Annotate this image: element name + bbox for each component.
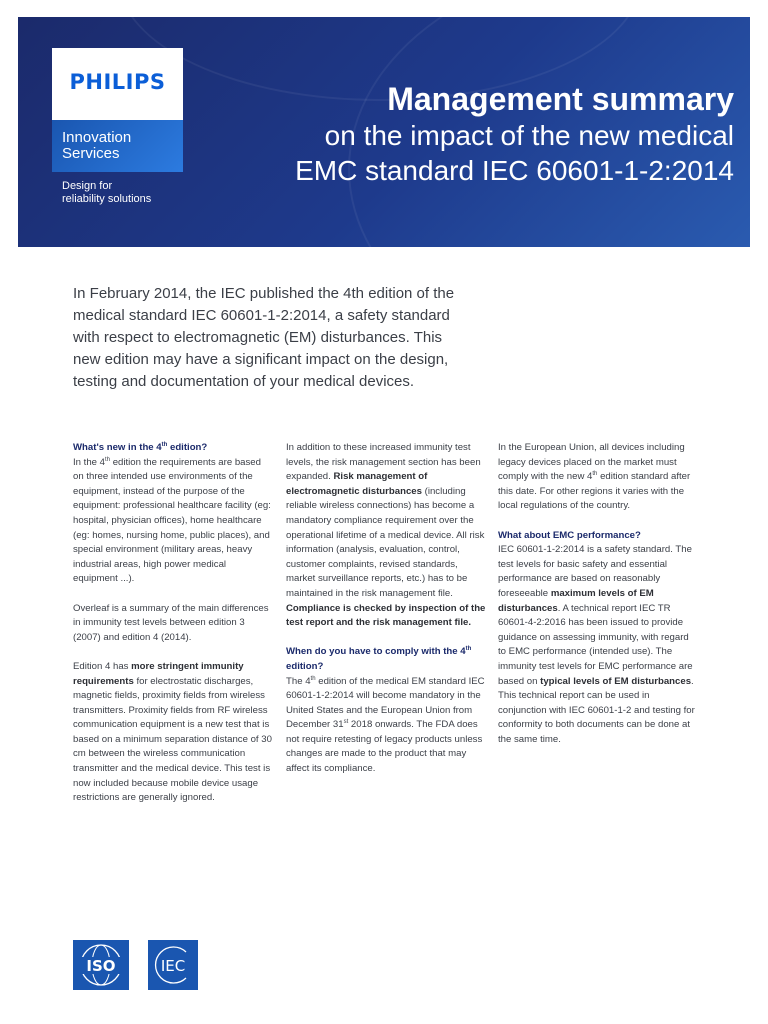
- paragraph: The 4th edition of the medical EM standard IEC 60601-1-2:2014 will become mandatory in the United States and the European Union from December 31st 2018 onwards. The FDA does not require retesting of legacy products unless changes are made to the product that may affect its compliance.: [286, 675, 485, 775]
- iec-logo: [148, 940, 198, 990]
- paragraph: IEC 60601-1-2:2014 is a safety standard. The test levels for basic safety and essential performance are based on reasonably foreseeable maximum levels of EM disturbances. A technical report IEC TR 60601-4-2:2016 has been issued to provide guidance on assessing immunity, with regard to EMC performance (intended use). The immunity test levels for EMC performance are based on typical levels of EM disturbances. This technical report can be used in conjunction with IEC 60601-1-2 and testing for conformity to both documents can be done at the same time.: [498, 544, 695, 745]
- iec-mark-icon: [148, 940, 198, 990]
- subtitle-line2: EMC standard IEC 60601-1-2:2014: [295, 155, 734, 186]
- tagline-line1: Design for: [62, 180, 113, 192]
- tagline-line2: reliability solutions: [62, 193, 152, 205]
- section-heading-when-comply: When do you have to comply with the 4th edition?: [286, 646, 472, 672]
- column-3: [498, 441, 698, 762]
- unit-name: [62, 130, 131, 162]
- paragraph: In addition to these increased immunity test levels, the risk management section has been expanded. Risk management of electromagnetic disturbances (including reliable wireless connections) has become a mandatory compliance requirement over the operational lifetime of a medical device. All risk information (analysis, evaluation, control, customer complaints, revised standards, market surveillance reports, etc.) has to be maintained in the risk management file. Compliance is checked by inspection of the test report and the risk management file.: [286, 442, 486, 629]
- column-2: [286, 441, 486, 791]
- paragraph: Edition 4 has more stringent immunity requirements for electrostatic discharges, magnetic fields, proximity fields from wireless transmitters. Proximity fields from RF wireless communication equipment is a new test that is based on a minimum separation distance of 30 cm between the wireless communication transmitter and the medical device. This test is now included because mobile device usage restrictions are generally ignored.: [73, 660, 272, 804]
- paragraph: In the European Union, all devices including legacy devices placed on the market must comply with the new 4th edition standard after this date. For other regions it varies with the local regulations of the country.: [498, 442, 691, 512]
- unit-name-line2: Services: [62, 145, 120, 162]
- column-1: [73, 441, 273, 820]
- tagline: [62, 180, 151, 206]
- paragraph: In the 4th edition the requirements are based on three intended use environments of the equipment, instead of the purpose of the equipment: professional healthcare facility (eg: hospital, physician offices), home healthcare (eg: homes, nursing home, public places), and special environment (military areas, heavy industrial areas, high power medical equipment ...).: [73, 456, 271, 585]
- iec-label: IEC: [160, 957, 186, 975]
- iso-globe-icon: [73, 940, 129, 990]
- section-heading-emc-performance: What about EMC performance?: [498, 529, 641, 541]
- unit-name-line1: Innovation: [62, 129, 132, 146]
- page-title: Management summary: [387, 81, 734, 117]
- paragraph: Overleaf is a summary of the main differences in immunity test levels between edition 3 (2007) and edition 4 (2014).: [73, 602, 269, 643]
- subtitle-line1: on the impact of the new medical: [324, 120, 734, 151]
- brand-wordmark: PHILIPS: [69, 70, 166, 94]
- intro-paragraph: In February 2014, the IEC published the 4th edition of the medical standard IEC 60601-1-2:2014, a safety standard with respect to electromagnetic (EM) disturbances. This new edition may have a significant impact on the design, testing and documentation of your medical devices.: [73, 285, 455, 390]
- section-heading-whats-new: What's new in the 4th edition?: [73, 441, 208, 453]
- document-title: [295, 80, 734, 188]
- iso-logo: [73, 940, 129, 990]
- iso-label: ISO: [86, 957, 116, 975]
